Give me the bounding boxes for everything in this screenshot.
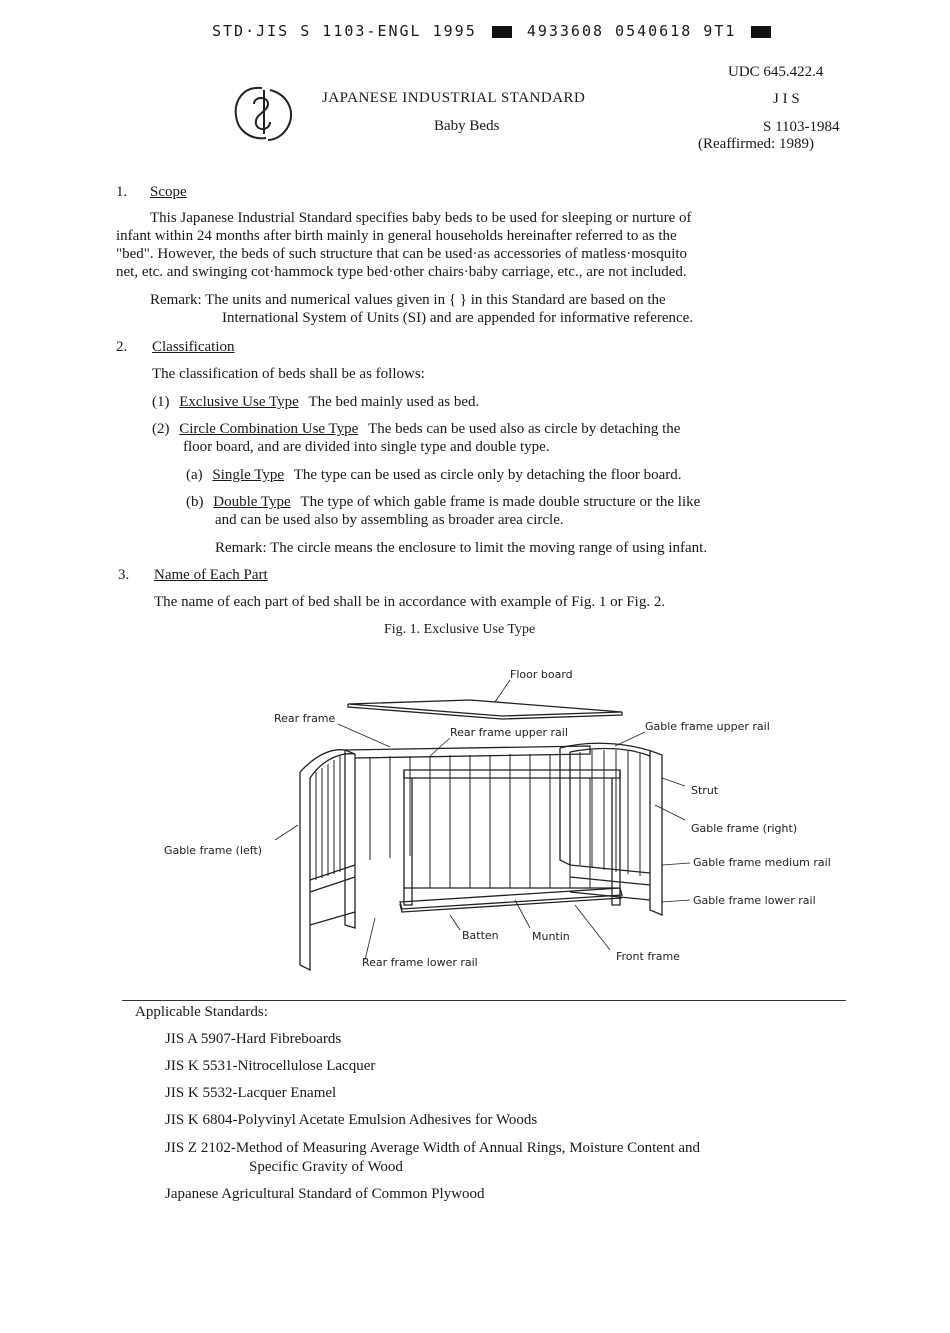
- reaffirmed-date: (Reaffirmed: 1989): [698, 136, 814, 152]
- subitem-text: The type of which gable frame is made double structure or the like: [300, 494, 701, 510]
- subitem-number: (b): [186, 494, 204, 510]
- item-number: (2): [152, 421, 170, 437]
- applicable-standard-item-continued: Specific Gravity of Wood: [249, 1159, 403, 1175]
- applicable-standard-item: Japanese Agricultural Standard of Common Plywood: [165, 1186, 485, 1202]
- label-muntin: Muntin: [532, 930, 570, 943]
- document-code-part1: STD·JIS S 1103-ENGL 1995: [212, 22, 477, 40]
- section-heading-scope: Scope: [150, 184, 187, 200]
- scope-line: This Japanese Industrial Standard specifies baby beds to be used for sleeping or nurture of: [150, 210, 692, 226]
- classification-subitem: [186, 493, 700, 511]
- subitem-number: (a): [186, 467, 203, 483]
- udc-number: UDC 645.422.4: [728, 64, 824, 80]
- standard-number: S 1103-1984: [763, 119, 840, 135]
- classification-item: [152, 420, 680, 438]
- item-number: (1): [152, 394, 170, 410]
- applicable-standard-item: JIS A 5907-Hard Fibreboards: [165, 1031, 342, 1047]
- section-heading-parts: Name of Each Part: [154, 567, 268, 583]
- org-name: JAPANESE INDUSTRIAL STANDARD: [322, 90, 586, 106]
- parts-intro: The name of each part of bed shall be in accordance with example of Fig. 1 or Fig. 2.: [154, 594, 666, 610]
- subitem-text-continued: and can be used also by assembling as broader area circle.: [215, 512, 564, 528]
- section-number: 3.: [118, 567, 130, 583]
- scope-line: net, etc. and swinging cot·hammock type bed·other chairs·baby carriage, etc., are not included.: [116, 264, 687, 280]
- baby-bed-diagram: [150, 660, 850, 980]
- applicable-standard-item: JIS Z 2102-Method of Measuring Average Width of Annual Rings, Moisture Content and: [165, 1140, 701, 1156]
- scope-remark: International System of Units (SI) and are appended for informative reference.: [222, 310, 694, 326]
- label-gable-frame-medium-rail: Gable frame medium rail: [693, 856, 831, 869]
- item-term: Exclusive Use Type: [179, 394, 299, 410]
- subitem-term: Double Type: [213, 494, 291, 510]
- document-title: Baby Beds: [434, 118, 500, 134]
- applicable-standard-item: JIS K 5532-Lacquer Enamel: [165, 1085, 337, 1101]
- label-gable-frame-left: Gable frame (left): [164, 844, 263, 857]
- applicable-standard-item: JIS K 6804-Polyvinyl Acetate Emulsion Adhesives for Woods: [165, 1112, 538, 1128]
- section-number: 2.: [116, 339, 128, 355]
- jis-logo-icon: [230, 82, 298, 146]
- item-text: The beds can be used also as circle by detaching the: [368, 421, 681, 437]
- subitem-text: The type can be used as circle only by detaching the floor board.: [293, 467, 682, 483]
- section-divider: [122, 1000, 846, 1001]
- document-code-line: [212, 22, 775, 40]
- label-strut: Strut: [691, 784, 719, 797]
- section-number: 1.: [116, 184, 128, 200]
- label-front-frame: Front frame: [616, 950, 680, 963]
- classification-subitem: [186, 466, 682, 484]
- label-gable-frame-upper-rail: Gable frame upper rail: [645, 720, 770, 733]
- black-bar-mark: [751, 26, 771, 38]
- scope-line: "bed". However, the beds of such structure that can be used·as accessories of matless·mosquito: [116, 246, 688, 262]
- label-gable-frame-lower-rail: Gable frame lower rail: [693, 894, 816, 907]
- label-floor-board: Floor board: [510, 668, 573, 681]
- scope-remark: Remark: The units and numerical values given in { } in this Standard are based on the: [150, 292, 666, 308]
- label-rear-frame-lower-rail: Rear frame lower rail: [362, 956, 478, 969]
- label-rear-frame-upper-rail: Rear frame upper rail: [450, 726, 568, 739]
- black-bar-mark: [492, 26, 512, 38]
- figure-caption: Fig. 1. Exclusive Use Type: [384, 622, 536, 637]
- item-text-continued: floor board, and are divided into single type and double type.: [183, 439, 550, 455]
- document-code-part2: 4933608 0540618 9T1: [526, 22, 737, 40]
- jis-mark-text: J I S: [773, 91, 800, 107]
- applicable-standard-item: JIS K 5531-Nitrocellulose Lacquer: [165, 1058, 376, 1074]
- label-rear-frame: Rear frame: [274, 712, 336, 725]
- classification-remark: Remark: The circle means the enclosure to limit the moving range of using infant.: [215, 540, 708, 556]
- item-term: Circle Combination Use Type: [179, 421, 359, 437]
- subitem-term: Single Type: [212, 467, 284, 483]
- label-batten: Batten: [462, 929, 499, 942]
- section-heading-classification: Classification: [152, 339, 235, 355]
- item-text: The bed mainly used as bed.: [308, 394, 480, 410]
- label-gable-frame-right: Gable frame (right): [691, 822, 798, 835]
- classification-intro: The classification of beds shall be as follows:: [152, 366, 425, 382]
- applicable-standards-heading: Applicable Standards:: [135, 1004, 268, 1020]
- scope-line: infant within 24 months after birth mainly in general households hereinafter referred to as the: [116, 228, 677, 244]
- classification-item: [152, 393, 479, 411]
